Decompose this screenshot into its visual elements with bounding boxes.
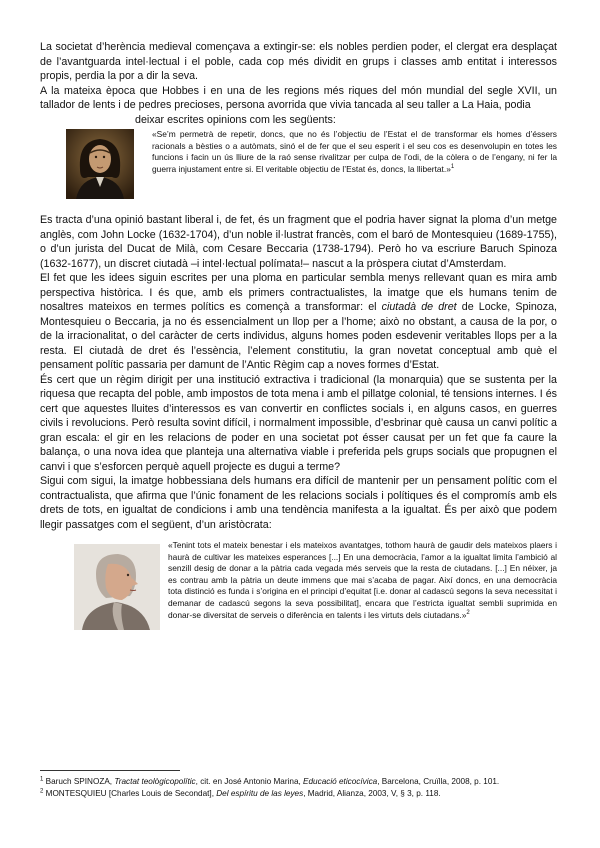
- quote-spinoza: [40, 129, 557, 209]
- footnote-1-author: Baruch SPINOZA,: [43, 777, 115, 786]
- portrait-spinoza: [66, 129, 134, 199]
- paragraph-1: La societat d’herència medieval començava a extingir-se: els nobles perdien poder, el clergat era desplaçat de l’avantguarda intel·lectual i el poble, cada cop més dividit en grups i classes amb entitat i interessos propis, perdia la por a dir la seva.: [40, 41, 557, 82]
- paragraph-6: Sigui com sigui, la imatge hobbessiana dels humans era difícil de mantenir per un pensament polític com el contractualista, que afirma que l’únic fonament de les relacions socials i polítiques és el compromís amb els drets de tots, en igualtat de condicions i amb una tendència manifesta a la igualtat. És per això que podem llegir passatges com el següent, d’un aristòcrata:: [40, 475, 557, 531]
- footnote-1-number: 1: [40, 776, 44, 783]
- quote-2-body: «Tenint tots el mateix benestar i els mateixos avantatges, tothom haurà de gaudir dels mateixos plaers i haurà de cultivar les mateixes esperances [...] En una democràcia, l’amor a la igualtat limita l’ambició al senzill desig de donar a la pàtria cada vegada més serveis que la resta de ciutadans. [...] En néixer, ja es contrau amb la pàtria un deute immens que mai s’acaba de pagar. Així doncs, en una democràcia tota distinció es funda i s’origina en el principi d’equitat [i.e. donar al cadascú segons la seva necessitat i demanar de cadascú segons la seva possibilitat], encara que l’estricta igualtat sembli suprimida en donar-se diversitat de serveis o diferència en talents i les virtuts dels ciutadans.»: [168, 540, 557, 620]
- paragraph-3: Es tracta d’una opinió bastant liberal i, de fet, és un fragment que el podria haver signat la ploma d’un metge anglès, com John Locke (1632-1704), d’un noble il·lustrat francès, com el baró de Montesquieu (1689-1755), o d’un jurista del Ducat de Milà, com Cesare Beccaria (1738-1794). Però ho va escriure Baruch Spinoza (1632-1677), un discret ciutadà –i intel·lectual polímata!– nascut a la pròspera ciutat d’Amsterdam.: [40, 214, 557, 270]
- quote-text-2: [168, 540, 557, 621]
- footnote-1-title: Tractat teològicopolític: [114, 777, 196, 786]
- quote-text-1: [152, 129, 557, 175]
- footnote-1-publication: , Barcelona, Cruïlla, 2008, p. 101.: [377, 777, 500, 786]
- paragraph-5: És cert que un règim dirigit per una institució extractiva i tradicional (la monarquia) que se sustenta per la riquesa que recapta del poble, amb impostos de tota mena i amb el pillatge colonial, té tensions internes. I és cert que aquestes lluites d’interessos es van convertir en conflictes socials i, en alguns casos, en guerres civils i revolucions. Però resulta sovint difícil, i normalment impossible, d’esbrinar què causa un canvi polític a gran escala: el gir en les relacions de poder en una societat pot ésser causat per un fet que fa caure la balança, o una nova idea que planteja una alternativa viable i preferida pels grups socials que propugnen el canvi i que s’esforcen perquè aquell projecte es dugui a terme?: [40, 373, 557, 473]
- footnote-2-number: 2: [40, 788, 44, 795]
- paragraph-4-start: El fet que les idees siguin escrites per una ploma en particular sembla menys rellevant quan es mira amb perspectiva històrica. I és que, amb els primers contractualistes, la imatge que els humans tenim de nosaltres mateixos en termes polítics es començà a transformar: el: [40, 272, 557, 313]
- footnote-separator: [40, 770, 180, 771]
- footnote-2: [40, 788, 557, 799]
- paragraph-4-end: de Locke, Spinoza, Montesquieu o Beccaria, ja no és essencialment un llop per a l’home; això no obstant, a causa de la por, o de la irracionalitat, o del caràcter de certs individus, alguns homes poden esdevenir veritables llops per a la resta. El ciutadà de dret és l’essència, l’element constitutiu, la gran novetat conceptual amb què el pensament polític passaria per damunt de l’Antic Règim cap a noves formes d’Estat.: [40, 301, 557, 371]
- footnote-2-author: MONTESQUIEU [Charles Louis de Secondat],: [43, 789, 217, 798]
- paragraph-2: A la mateixa època que Hobbes i en una de les regions més riques del món mundial del segle XVII, un tallador de lents i de pedres precioses, persona avorrida que vivia tancada al seu taller a La Haia, podia: [40, 84, 557, 111]
- quote-1-body: «Se’m permetrà de repetir, doncs, que no és l’objectiu de l’Estat el de transformar els homes d’éssers racionals a bèsties o a autòmats, sinó el de fer que el seu esperit i el seu cos es desenvolupin en totes les funcions i facin un ús lliure de la raó sense rivalitzar per culpa de l’odi, de la còlera o de l’engany, ni fer la guerra injustament entre si. El veritable objectiu de l’Estat és, doncs, la llibertat.»: [152, 129, 557, 174]
- footnote-2-title: Del espíritu de las leyes: [216, 789, 304, 798]
- footnote-ref-2[interactable]: 2: [466, 609, 470, 616]
- footnotes: [40, 776, 557, 800]
- footnote-1-citation: , cit. en José Antonio Marina,: [195, 777, 304, 786]
- footnote-1: [40, 776, 557, 787]
- portrait-montesquieu: [74, 544, 160, 630]
- paragraph-4: [40, 271, 557, 373]
- footnote-1-source-title: Educació eticocívica: [303, 777, 378, 786]
- paragraph-2-continued: deixar escrites opinions com les següents:: [135, 113, 336, 126]
- footnote-2-publication: , Madrid, Alianza, 2003, V, § 3, p. 118.: [303, 789, 441, 798]
- quote-montesquieu: [40, 540, 557, 662]
- emphasis-ciutada-de-dret: ciutadà de dret: [381, 301, 457, 313]
- footnote-ref-1[interactable]: 1: [450, 163, 455, 170]
- document-body: [40, 40, 557, 666]
